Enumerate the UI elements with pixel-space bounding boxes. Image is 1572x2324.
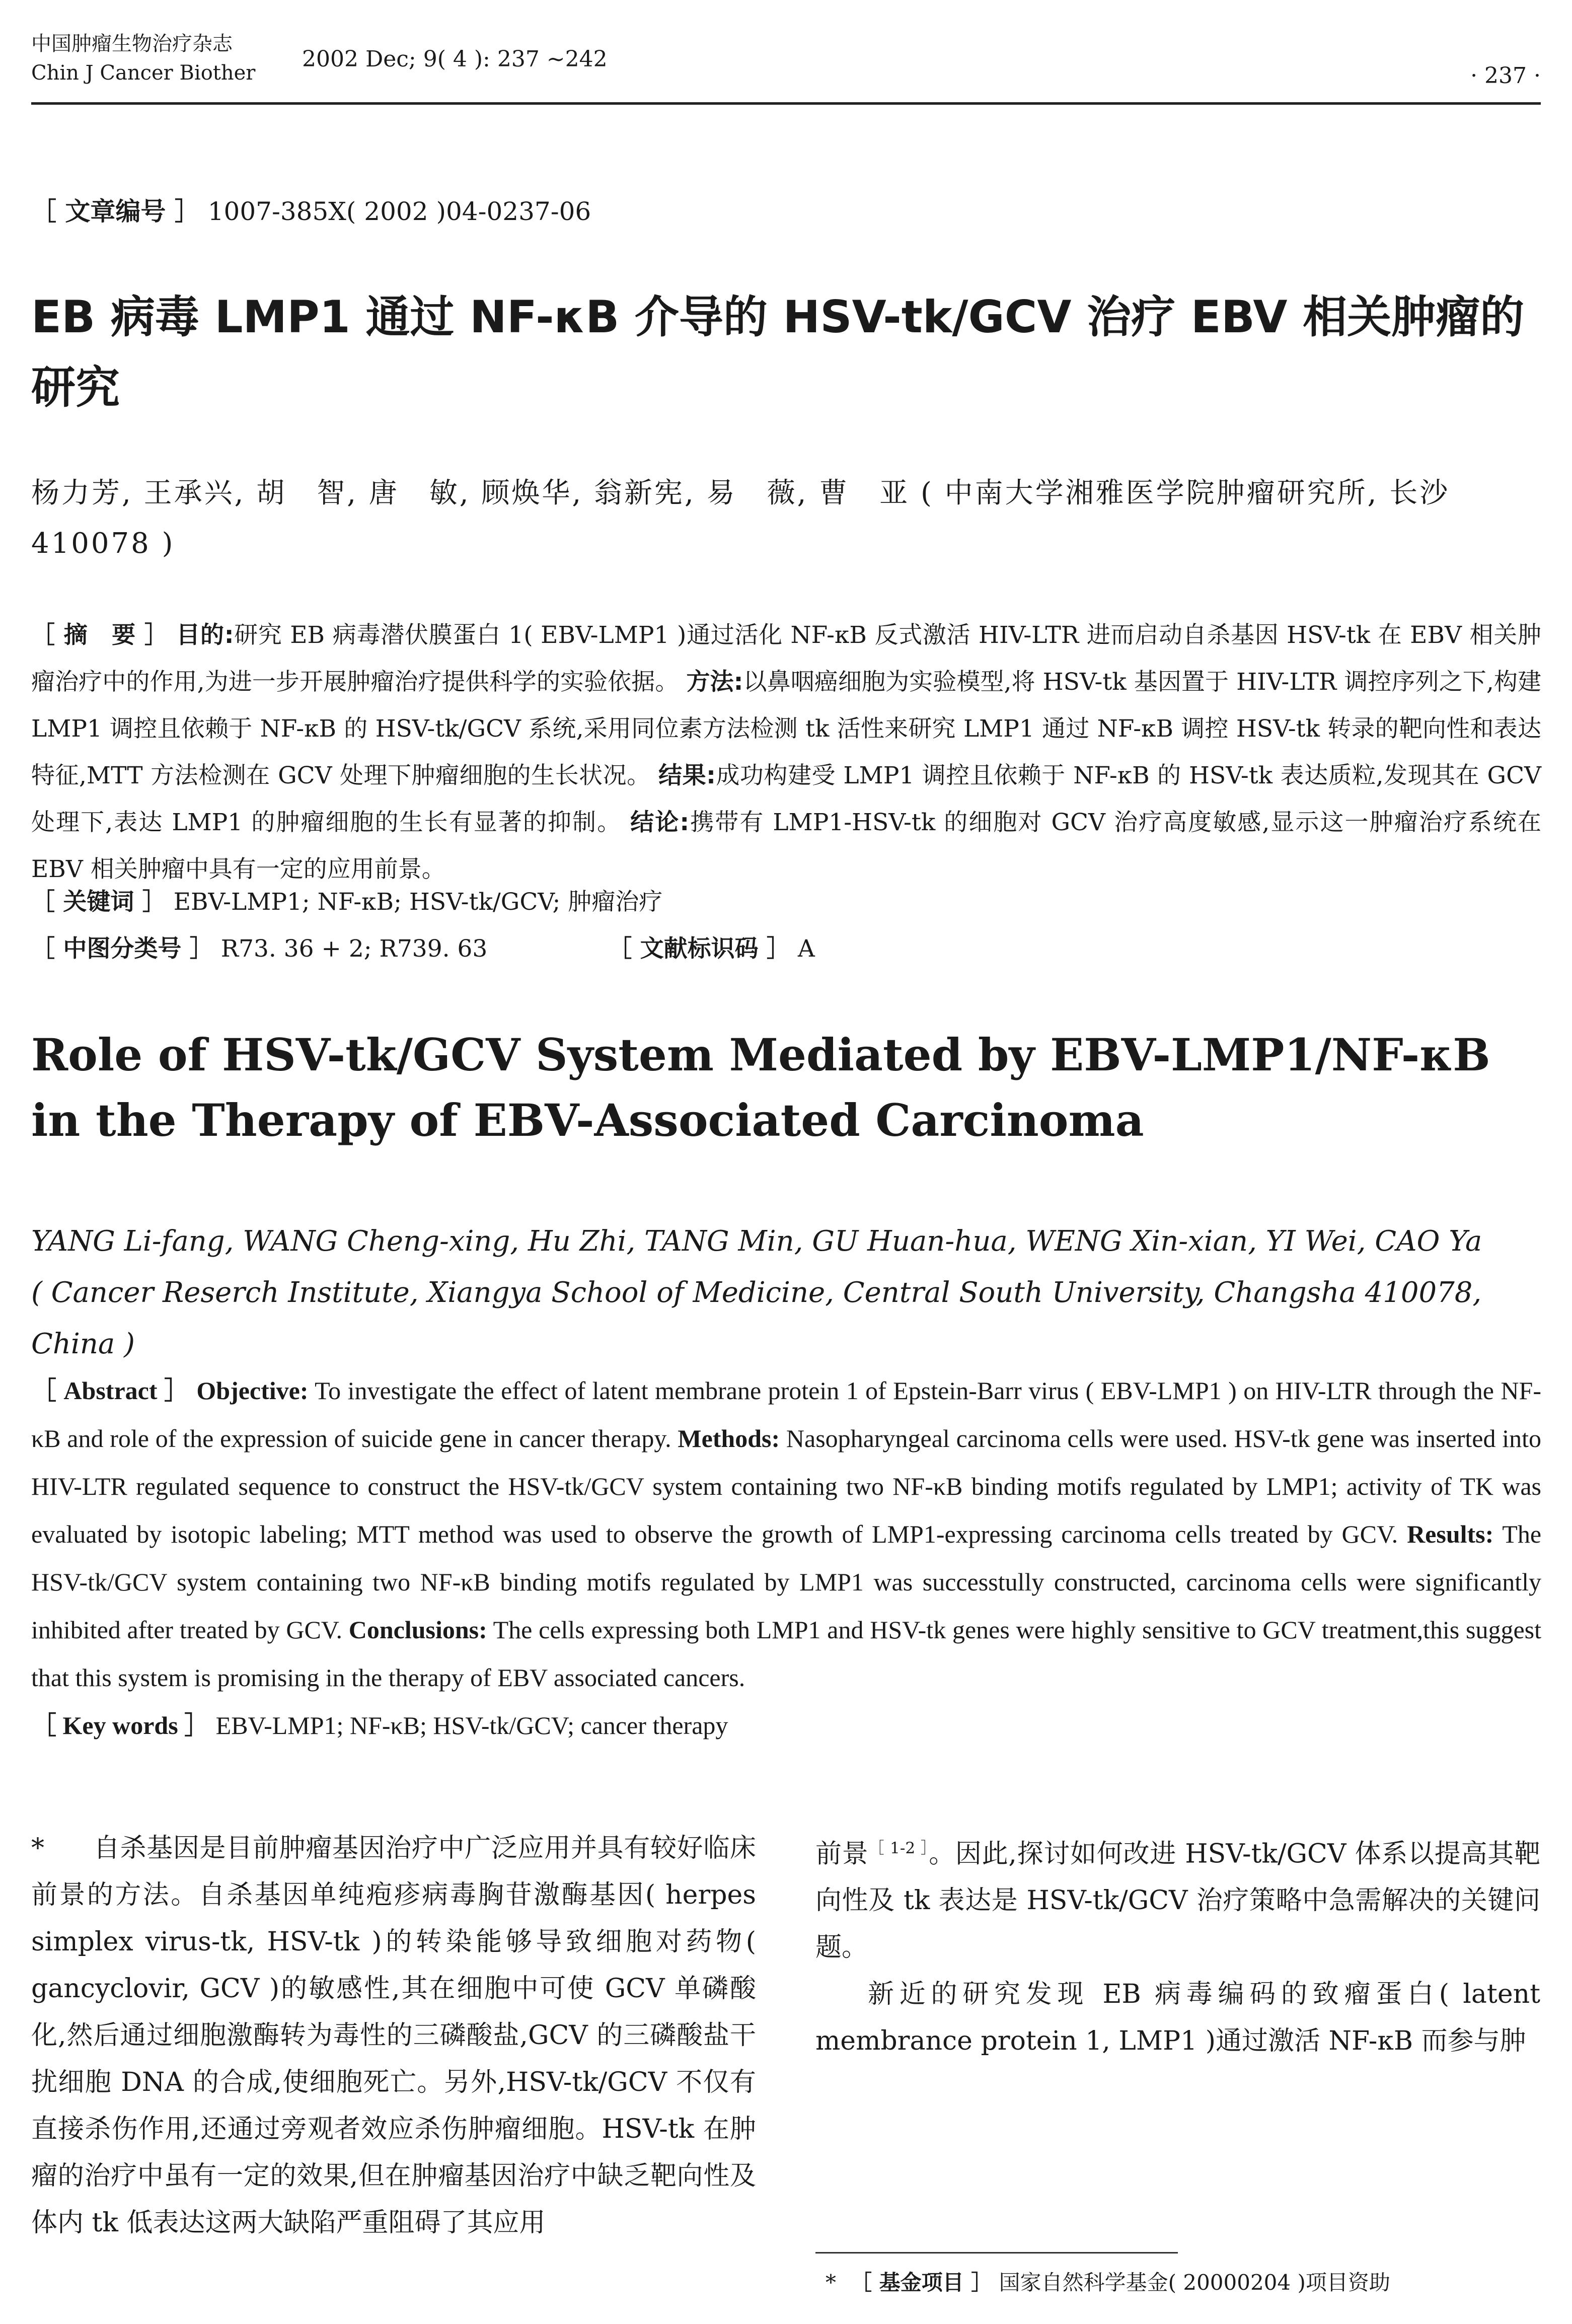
en-conclusions-label: Conclusions:: [348, 1616, 487, 1644]
cn-results: 成功构建受 LMP1 调控且依赖于 NF-κB 的 HSV-tk 表达质粒,发现其在 GCV 处理下,表达 LMP1 的肿瘤细胞的生长有显著的抑制。: [31, 762, 1541, 836]
body-left-column: [31, 1825, 756, 2246]
chinese-classification: [31, 925, 1541, 972]
body-right-paragraph-2: 新近的研究发现 EB 病毒编码的致瘤蛋白( latent membrance protein 1, LMP1 )通过激活 NF-κB 而参与肿: [815, 1979, 1540, 2057]
journal-header: [31, 29, 255, 88]
english-title: Role of HSV-tk/GCV System Mediated by EBV-LMP1/NF-κB in the Therapy of EBV-Associated Carcinoma: [31, 1029, 1490, 1146]
cn-abstract-label: ［ 摘 要 ］: [31, 621, 169, 649]
english-authors: YANG Li-fang, WANG Cheng-xing, Hu Zhi, TANG Min, GU Huan-hua, WENG Xin-xian, YI Wei, CAO Ya: [31, 1225, 1482, 1258]
citation-ref[interactable]: ［ 1-2 ］: [868, 1839, 929, 1857]
chinese-title: EB 病毒 LMP1 通过 NF-κB 介导的 HSV-tk/GCV 治疗 EBV 相关肿瘤的研究: [31, 291, 1525, 413]
journal-name-cn: 中国肿瘤生物治疗杂志: [31, 32, 233, 55]
fund-label: ［ 基金项目 ］: [851, 2270, 993, 2295]
cn-objective: 研究 EB 病毒潜伏膜蛋白 1( EBV-LMP1 )通过活化 NF-κB 反式激活 HIV-LTR 进而启动自杀基因 HSV-tk 在 EBV 相关肿瘤治疗中的作用,为进一步开展肿瘤治疗提供科学的实验依据。: [31, 621, 1541, 696]
english-abstract: [31, 1367, 1541, 1750]
cn-objective-label: 目的:: [176, 621, 234, 649]
en-results: The HSV-tk/GCV system containing two NF-κB binding motifs regulated by LMP1 was successtully constructed, carcinoma cells were significantly inhibited after treated by GCV.: [31, 1520, 1542, 1644]
journal-name-en: Chin J Cancer Biother: [31, 61, 256, 85]
cn-results-label: 结果:: [658, 762, 716, 789]
cn-class-label: ［ 中图分类号 ］: [31, 935, 213, 963]
footnote-mark: *: [826, 2270, 836, 2295]
article-number: [31, 191, 591, 228]
footnote-rule: [815, 2252, 1178, 2254]
en-abstract-label: ［ Abstract ］: [31, 1376, 190, 1405]
body-right-column: [815, 1825, 1540, 2065]
en-keywords: EBV-LMP1; NF-κB; HSV-tk/GCV; cancer therapy: [215, 1711, 728, 1739]
en-objective-label: Objective:: [196, 1376, 309, 1405]
en-methods: Nasopharyngeal carcinoma cells were used. HSV-tk gene was inserted into HIV-LTR regulated sequence to construct the HSV-tk/GCV system containing two NF-κB binding motifs regulated by LMP1; activity of TK was evaluated by isotopic labeling; MTT method was used to observe the growth of LMP1-expressing carcinoma cells treated by GCV.: [31, 1424, 1541, 1548]
chinese-abstract: [31, 612, 1541, 893]
english-authors-block: [31, 1216, 1541, 1370]
cn-doc-code: A: [797, 935, 815, 963]
header-rule: [31, 102, 1541, 105]
cn-keywords-label: ［ 关键词 ］: [31, 888, 166, 916]
cn-methods-label: 方法:: [686, 668, 743, 696]
en-keywords-label: ［ Key words ］: [31, 1711, 210, 1739]
en-objective: To investigate the effect of latent membrane protein 1 of Epstein-Barr virus ( EBV-LMP1 ) on HIV-LTR through the NF-κB and role of the expression of suicide gene in cancer therapy.: [31, 1376, 1542, 1452]
english-affiliation: ( Cancer Reserch Institute, Xiangya School of Medicine, Central South University, Changsha 410078, China ): [31, 1276, 1482, 1360]
cn-doc-code-label: ［ 文献标识码 ］: [608, 935, 790, 963]
cn-methods: 以鼻咽癌细胞为实验模型,将 HSV-tk 基因置于 HIV-LTR 调控序列之下,构建 LMP1 调控且依赖于 NF-κB 的 HSV-tk/GCV 系统,采用同位素方法检测 tk 活性来研究 LMP1 通过 NF-κB 调控 HSV-tk 转录的靶向性和表达特征,MTT 方法检测在 GCV 处理下肿瘤细胞的生长状况。: [31, 668, 1541, 789]
page-number: · 237 ·: [1470, 63, 1541, 89]
body-left-text: 自杀基因是目前肿瘤基因治疗中广泛应用并具有较好临床前景的方法。自杀基因单纯疱疹病毒胸苷激酶基因( herpes simplex virus-tk, HSV-tk )的转染能够导致细胞对药物( gancyclovir, GCV )的敏感性,其在细胞中可使 GCV 单磷酸化,然后通过细胞激酶转为毒性的三磷酸盐,GCV 的三磷酸盐干扰细胞 DNA 的合成,使细胞死亡。另外,HSV-tk/GCV 不仅有直接杀伤作用,还通过旁观者效应杀伤肿瘤细胞。HSV-tk 在肿瘤的治疗中虽有一定的效果,但在肿瘤基因治疗中缺乏靶向性及体内 tk 低表达这两大缺陷严重阻碍了其应用: [31, 1833, 756, 2238]
cn-class: R73. 36 + 2; R739. 63: [220, 935, 488, 963]
footnote-fund-line: [826, 2263, 1540, 2302]
issue-info: 2002 Dec; 9( 4 ): 237 ~242: [302, 46, 608, 72]
article-number-label: ［ 文章编号 ］: [31, 197, 200, 226]
body-right-p1-rest: 。因此,探讨如何改进 HSV-tk/GCV 体系以提高其靶向性及 tk 表达是 HSV-tk/GCV 治疗策略中急需解决的关键问题。: [815, 1839, 1540, 1963]
en-conclusions: The cells expressing both LMP1 and HSV-tk genes were highly sensitive to GCV treatment,this suggest that this system is promising in the therapy of EBV associated cancers.: [31, 1616, 1542, 1692]
cn-conclusion-label: 结论:: [630, 809, 690, 836]
chinese-keywords: [31, 879, 1541, 925]
en-methods-label: Methods:: [678, 1424, 780, 1452]
cn-keywords: EBV-LMP1; NF-κB; HSV-tk/GCV; 肿瘤治疗: [173, 888, 663, 916]
cn-conclusion: 携带有 LMP1-HSV-tk 的细胞对 GCV 治疗高度敏感,显示这一肿瘤治疗系统在 EBV 相关肿瘤中具有一定的应用前景。: [31, 809, 1542, 883]
footnote: [826, 2263, 1540, 2302]
body-right-paragraph-1: [815, 1825, 1540, 1971]
body-right-p1-start: 前景: [815, 1839, 869, 1869]
body-footnote-mark: *: [31, 1833, 44, 1863]
fund-text: 国家自然科学基金( 20000204 )项目资助: [999, 2270, 1390, 2295]
chinese-authors: 杨力芳, 王承兴, 胡 智, 唐 敏, 顾焕华, 翁新宪, 易 薇, 曹 亚 ( 中南大学湘雅医学院肿瘤研究所, 长沙 410078 ): [31, 477, 1480, 560]
en-results-label: Results:: [1407, 1520, 1494, 1548]
article-number-value: 1007-385X( 2002 )04-0237-06: [207, 197, 591, 226]
